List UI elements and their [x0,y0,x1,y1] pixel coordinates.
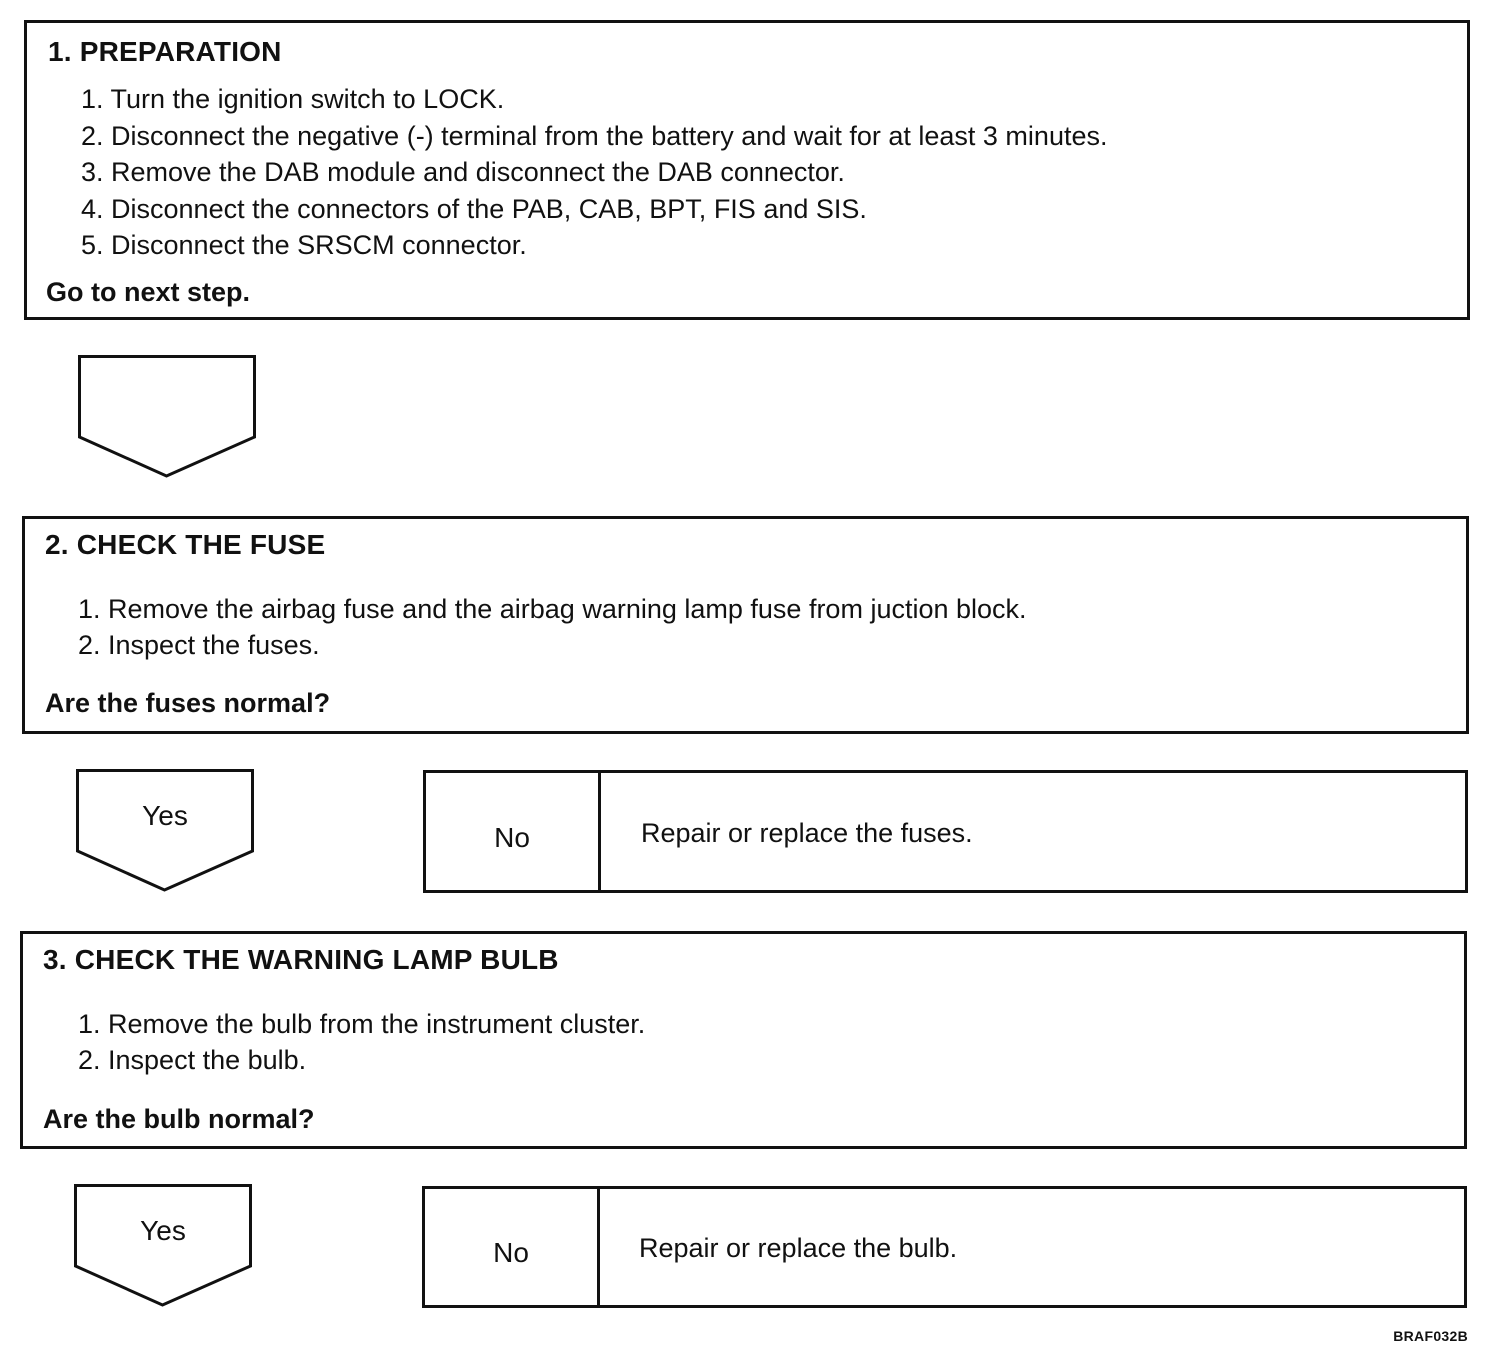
step-1-footer: Go to next step. [46,277,251,307]
no-action-2: Repair or replace the fuses. [641,818,973,848]
no-divider-2 [598,773,601,890]
no-divider-3 [597,1189,600,1305]
step-3-box [20,931,1467,1149]
step-1-item-2: 2. Disconnect the negative (-) terminal from the battery and wait for at least 3 minutes. [81,120,1108,151]
step-3-list [78,1006,645,1078]
no-label-2: No [494,822,530,853]
step-3-footer: Are the bulb normal? [43,1104,315,1134]
step-1-box [24,20,1470,320]
flow-arrow-1 [78,355,256,479]
no-box-2 [423,770,1468,893]
step-1-title: 1. PREPARATION [48,36,282,67]
step-2-title: 2. CHECK THE FUSE [45,529,326,560]
step-1-list [81,81,1107,264]
step-2-list [78,591,1027,663]
step-2-item-1: 1. Remove the airbag fuse and the airbag warning lamp fuse from juction block. [78,594,1027,624]
yes-label-3: Yes [140,1215,186,1246]
no-box-3 [422,1186,1467,1308]
step-1-item-5: 5. Disconnect the SRSCM connector. [81,230,527,260]
no-label-3: No [493,1237,529,1268]
step-2-footer: Are the fuses normal? [45,688,331,718]
step-3-item-1: 1. Remove the bulb from the instrument cluster. [78,1009,646,1039]
step-2-box [22,516,1469,734]
step-1-item-1: 1. Turn the ignition switch to LOCK. [81,84,505,114]
step-1-item-4: 4. Disconnect the connectors of the PAB, CAB, BPT, FIS and SIS. [81,193,867,224]
no-action-3: Repair or replace the bulb. [639,1233,958,1263]
step-3-item-2: 2. Inspect the bulb. [78,1045,307,1075]
step-3-title: 3. CHECK THE WARNING LAMP BULB [43,944,559,975]
step-2-item-2: 2. Inspect the fuses. [78,630,320,660]
yes-label-2: Yes [142,800,188,831]
step-1-item-3: 3. Remove the DAB module and disconnect the DAB connector. [81,157,845,187]
figure-code: BRAF032B [1393,1328,1468,1344]
